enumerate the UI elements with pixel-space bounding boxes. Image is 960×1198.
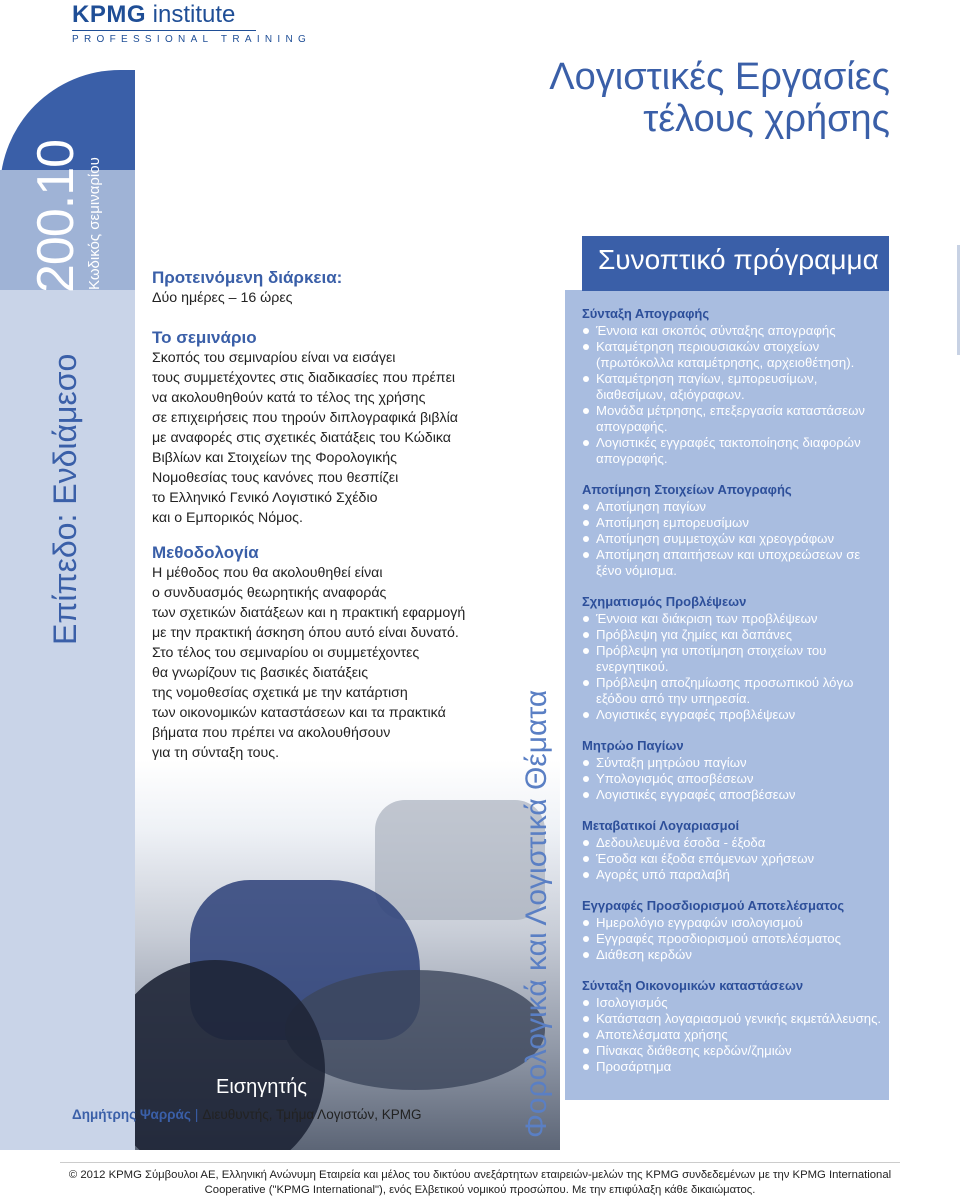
programme-section: [582, 305, 882, 467]
seminar-line: Νομοθεσίας τους κανόνες που θεσπίζει: [152, 470, 399, 486]
list-item: Ισολογισμός: [582, 995, 882, 1011]
methodology-section: [152, 543, 532, 763]
list-item: Αγορές υπό παραλαβή: [582, 867, 882, 883]
duration-heading: Προτεινόμενη διάρκεια:: [152, 268, 343, 287]
footer-line: Cooperative ("KPMG International"), ενός Ελβετικού νομικού προσώπου. Με την επιφύλαξη κάθε δικαιώματος.: [204, 1184, 756, 1196]
list-item: Αποτίμηση συμμετοχών και χρεογράφων: [582, 531, 882, 547]
footer-line: © 2012 KPMG Σύμβουλοι ΑΕ, Ελληνική Ανώνυμη Εταιρεία και μέλος του δικτύου ανεξάρτητων εταιρειών-μελών της KPMG συνδεδεμένων με την KPMG International: [68, 1169, 892, 1181]
logo-wordmark: [72, 2, 258, 28]
list-item: Καταμέτρηση περιουσιακών στοιχείων (πρωτόκολλα καταμέτρησης, αρχειοθέτηση).: [582, 339, 882, 371]
speaker-role: Διευθυντής, Τμήμα Λογιστών, KPMG: [202, 1107, 422, 1122]
seminar-line: Σκοπός του σεμιναρίου είναι να εισάγει: [152, 350, 396, 366]
programme-section: [582, 737, 882, 803]
seminar-code-label: Κωδικός σεμιναρίου: [86, 157, 103, 290]
list-item: Προσάρτημα: [582, 1059, 882, 1075]
speaker-credit: [72, 1107, 421, 1122]
course-title-line: Λογιστικές Εργασίες: [549, 56, 890, 98]
list-item: Διάθεση κερδών: [582, 947, 882, 963]
methodology-line: των σχετικών διατάξεων και η πρακτική εφαρμογή: [152, 605, 466, 621]
programme-list: [582, 305, 882, 1089]
programme-section-title: Μεταβατικοί Λογαριασμοί: [582, 818, 740, 833]
list-item: Δεδουλευμένα έσοδα - έξοδα: [582, 835, 882, 851]
methodology-line: των οικονομικών καταστάσεων και τα πρακτικά: [152, 705, 446, 721]
seminar-heading: Το σεμινάριο: [152, 328, 257, 347]
list-item: Υπολογισμός αποσβέσεων: [582, 771, 882, 787]
speaker-name: Δημήτρης Ψαρράς: [72, 1107, 191, 1122]
list-item: Αποτίμηση εμπορευσίμων: [582, 515, 882, 531]
seminar-section: [152, 328, 532, 528]
list-item: Λογιστικές εγγραφές αποσβέσεων: [582, 787, 882, 803]
seminar-line: τους συμμετέχοντες στις διαδικασίες που πρέπει: [152, 370, 456, 386]
seminar-level: Επίπεδο: Ενδιάμεσο: [47, 353, 83, 645]
logo-name: institute: [152, 1, 236, 28]
list-item: Λογιστικές εγγραφές τακτοποίησης διαφορών απογραφής.: [582, 435, 882, 467]
programme-section-title: Μητρώο Παγίων: [582, 738, 684, 753]
programme-section: [582, 817, 882, 883]
course-title-line: τέλους χρήσης: [643, 98, 890, 140]
methodology-line: ο συνδυασμός θεωρητικής αναφοράς: [152, 585, 387, 601]
course-title: [549, 56, 890, 140]
methodology-line: της νομοθεσίας σχετικά με την κατάρτιση: [152, 685, 408, 701]
methodology-line: βήματα που πρέπει να ακολουθήσουν: [152, 725, 391, 741]
list-item: Πρόβλεψη για ζημίες και δαπάνες: [582, 627, 882, 643]
logo-tagline: PROFESSIONAL TRAINING: [72, 34, 312, 45]
seminar-code: 200.10: [27, 139, 85, 293]
logo-divider: [72, 30, 256, 31]
list-item: Έννοια και διάκριση των προβλέψεων: [582, 611, 882, 627]
duration-section: [152, 268, 532, 308]
seminar-line: σε επιχειρήσεις που τηρούν διπλογραφικά βιβλία: [152, 410, 458, 426]
programme-section: [582, 481, 882, 579]
logo-brand: KPMG: [72, 1, 146, 28]
list-item: Έννοια και σκοπός σύνταξης απογραφής: [582, 323, 882, 339]
seminar-line: Βιβλίων και Στοιχείων της Φορολογικής: [152, 450, 397, 466]
methodology-line: Στο τέλος του σεμιναρίου οι συμμετέχοντες: [152, 645, 420, 661]
list-item: Εγγραφές προσδιορισμού αποτελέσματος: [582, 931, 882, 947]
seminar-line: με αναφορές στις σχετικές διατάξεις του Κώδικα: [152, 430, 451, 446]
seminar-line: και ο Εμπορικός Νόμος.: [152, 510, 303, 526]
speaker-section-title: Εισηγητής: [216, 1076, 308, 1098]
list-item: Καταμέτρηση παγίων, εμπορευσίμων, διαθεσίμων, αξιόγραφων.: [582, 371, 882, 403]
seminar-line: το Ελληνικό Γενικό Λογιστικό Σχέδιο: [152, 490, 378, 506]
list-item: Αποτελέσματα χρήσης: [582, 1027, 882, 1043]
list-item: Κατάσταση λογαριασμού γενικής εκμετάλλευσης.: [582, 1011, 882, 1027]
speaker-separator: |: [194, 1107, 199, 1122]
list-item: Σύνταξη μητρώου παγίων: [582, 755, 882, 771]
programme-section-title: Αποτίμηση Στοιχείων Απογραφής: [582, 482, 792, 497]
methodology-line: με την πρακτική άσκηση όπου αυτό είναι δυνατό.: [152, 625, 459, 641]
list-item: Λογιστικές εγγραφές προβλέψεων: [582, 707, 882, 723]
list-item: Αποτίμηση παγίων: [582, 499, 882, 515]
programme-heading: Συνοπτικό πρόγραμμα: [582, 236, 889, 291]
methodology-line: θα γνωρίζουν τις βασικές διατάξεις: [152, 665, 369, 681]
footer-divider: [60, 1162, 900, 1163]
duration-value: Δύο ημέρες – 16 ώρες: [152, 290, 293, 306]
list-item: Έσοδα και έξοδα επόμενων χρήσεων: [582, 851, 882, 867]
programme-section-title: Σχηματισμός Προβλέψεων: [582, 594, 747, 609]
list-item: Μονάδα μέτρησης, επεξεργασία καταστάσεων απογραφής.: [582, 403, 882, 435]
methodology-line: Η μέθοδος που θα ακολουθηθεί είναι: [152, 565, 383, 581]
copyright-footer: [0, 1168, 960, 1198]
list-item: Πρόβλεψη αποζημίωσης προσωπικού λόγω εξόδου από την υπηρεσία.: [582, 675, 882, 707]
programme-section-title: Σύνταξη Οικονομικών καταστάσεων: [582, 978, 804, 993]
programme-section: [582, 897, 882, 963]
methodology-heading: Μεθοδολογία: [152, 543, 259, 562]
seminar-line: να ακολουθηθούν κατά το τέλος της χρήσης: [152, 390, 426, 406]
methodology-line: για τη σύνταξη τους.: [152, 745, 280, 761]
kpmg-institute-logo: [72, 1, 312, 45]
list-item: Ημερολόγιο εγγραφών ισολογισμού: [582, 915, 882, 931]
list-item: Αποτίμηση απαιτήσεων και υποχρεώσεων σε ξένο νόμισμα.: [582, 547, 882, 579]
category-vertical-title: Φορολογικά και Λογιστικά Θέματα: [520, 689, 553, 1138]
programme-section: [582, 593, 882, 723]
list-item: Πίνακας διάθεσης κερδών/ζημιών: [582, 1043, 882, 1059]
list-item: Πρόβλεψη για υποτίμηση στοιχείων του ενεργητικού.: [582, 643, 882, 675]
programme-section-title: Εγγραφές Προσδιορισμού Αποτελέσματος: [582, 898, 845, 913]
programme-section-title: Σύνταξη Απογραφής: [582, 306, 710, 321]
programme-section: [582, 977, 882, 1075]
